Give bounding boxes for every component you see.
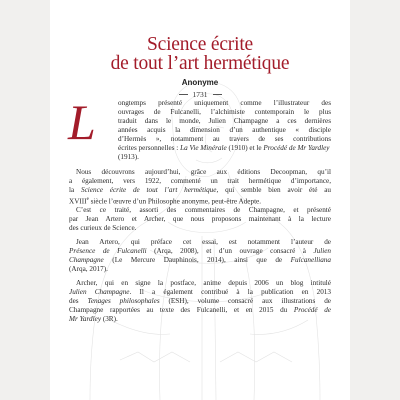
para2-line: Nous découvrons aujourd’hui, grâce aux éditions Decoopman, qu’il (76, 168, 331, 176)
author-label: Anonyme (181, 78, 219, 87)
para2-line: a également, vers 1922, commenté un trait hermétique d’importance, (69, 177, 331, 185)
para4-line: Présence de Fulcanelli (Arqa, 2008), et d’un ouvrage consacré à Julien (69, 247, 331, 255)
para5-line: Champagne rapportées au texte des Fulcanelli, et en 2015 du Procédé de (69, 306, 331, 314)
para1-line: ongtemps présenté uniquement comme l’illustrateur des (118, 99, 331, 107)
para4-line: Champagne (Le Mercure Dauphinois, 2014), ainsi que de Fulcanelliana (69, 256, 331, 264)
book-back-cover (50, 0, 350, 400)
para5-line: Archer, qui en signe la postface, anime depuis 2006 un blog intitulé (76, 279, 331, 287)
book-title-line1: Science écrite (146, 34, 253, 55)
para1-line: traduit dans le monde, Julien Champagne a ces dernières (118, 117, 331, 125)
dash-left (179, 94, 188, 95)
para5-line: Julien Champagne. Il a également contribué à la publication en 2013 (69, 288, 331, 296)
para1-line: écrites personnelles : La Vie Minérale (1910) et le Procédé de Mr Yardley (118, 144, 330, 152)
para5-line: Mr Yardley (3R). (69, 315, 118, 323)
year: 1731 (192, 90, 208, 99)
drop-cap: L (68, 94, 96, 150)
para4-line: (Arqa, 2017). (69, 265, 108, 273)
para3-line: par Jean Artero et Archer, que nous proposons maintenant à la lecture (69, 215, 331, 223)
para4-line: Jean Artero, qui préface cet essai, est notamment l’auteur de (76, 238, 331, 246)
para5-line: des Tenages philosophales (ESH), volume consacré aux illustrations de (69, 297, 331, 305)
para1-line: d’Hermès », notamment au travers de ses contributions (118, 135, 331, 143)
para3-line: C’est ce traité, assorti des commentaires de Champagne, et présenté (76, 206, 331, 214)
para3-line: des curieux de Science. (69, 224, 137, 232)
para1-line: ouvrages de Fulcanelli, l’alchimiste contemporain le plus (118, 108, 331, 116)
para1-line: années acquis la dimension d’un authentique « disciple (118, 126, 331, 134)
para1-line: (1913). (118, 153, 139, 161)
para2-line: XVIIIe siècle l’œuvre d’un Philosophe anonyme, peut-être Adepte. (69, 197, 262, 206)
dash-right (213, 94, 222, 95)
book-title-line2: de tout l’art hermétique (110, 53, 290, 74)
para2-line: la Science écrite de tout l’art hermétique, qui semble bien avoir été au (69, 186, 331, 194)
